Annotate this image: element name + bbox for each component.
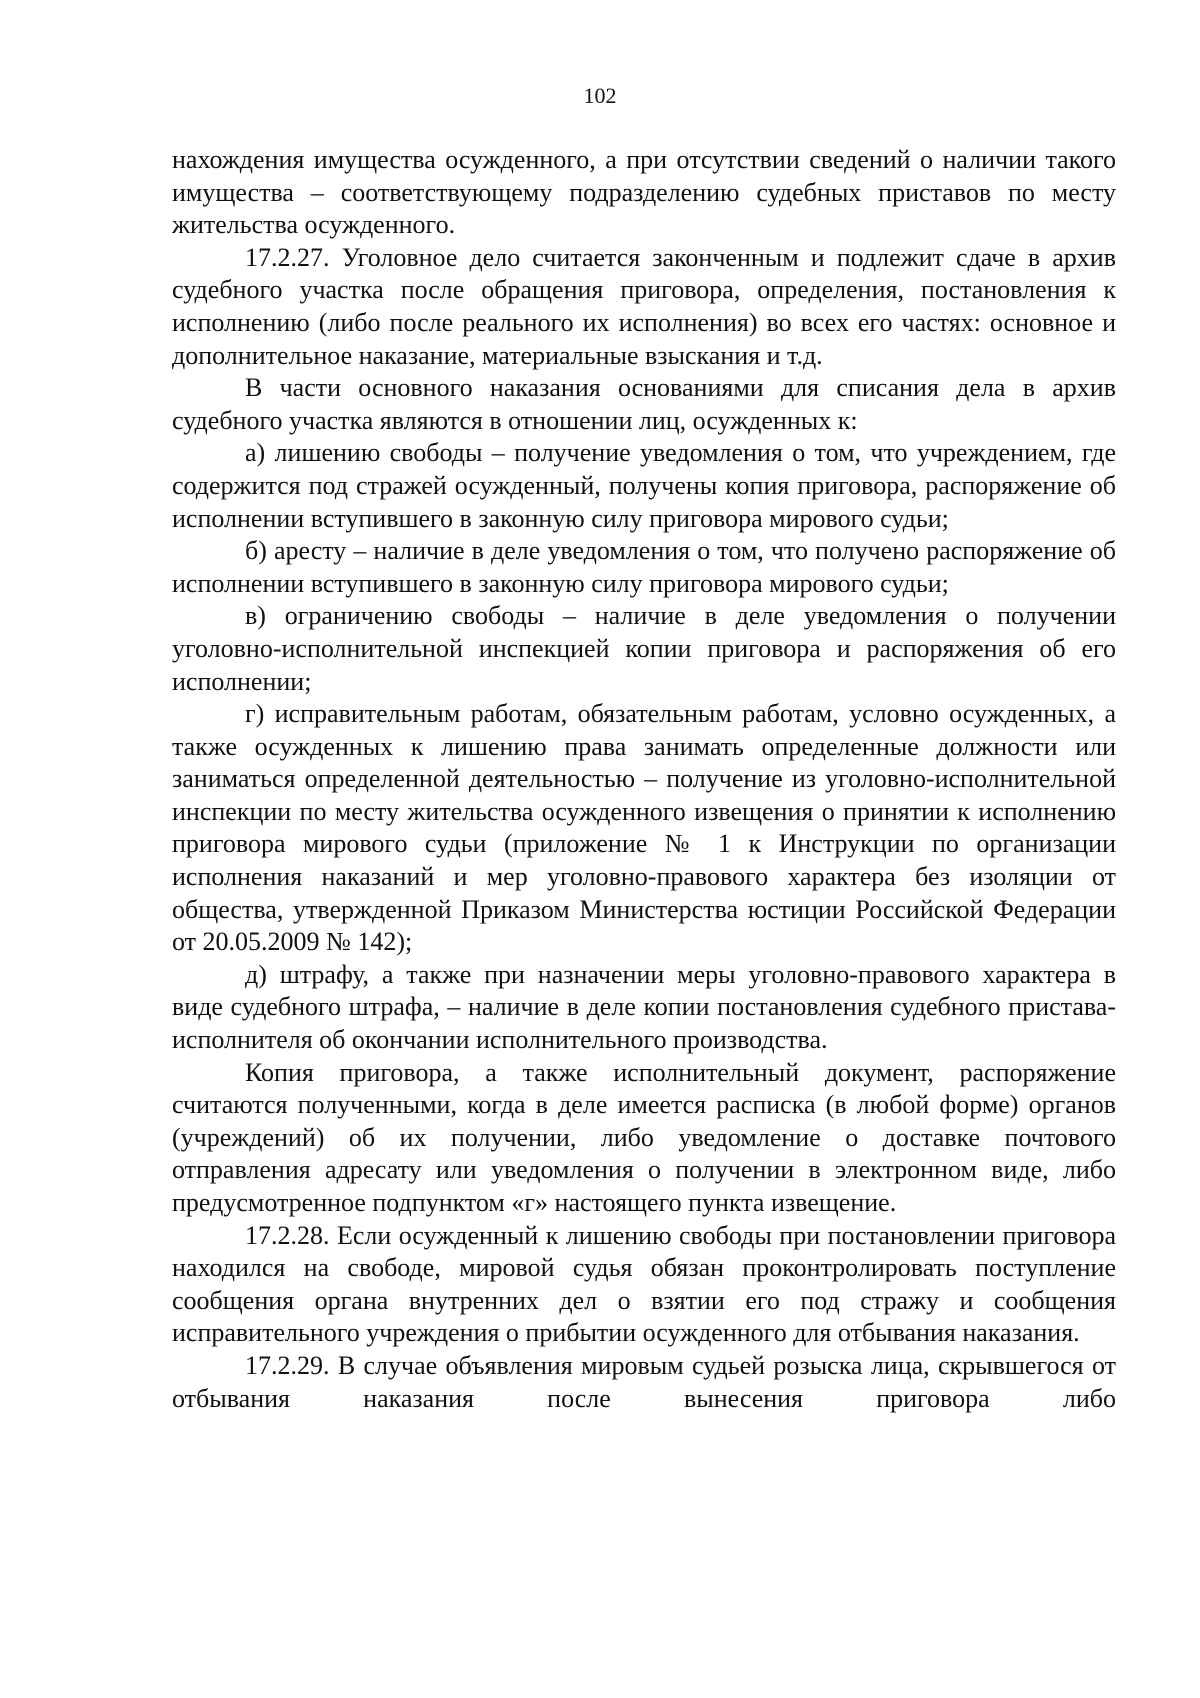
paragraph: г) исправительным работам, обязательным работам, условно осужденных, а также осужденных к лишению права занимать определенные должности или заниматься определенной деятельностью – получение из уголовно-исполнительной инспекции по месту жительства осужденного извещения о принятии к исполнению приговора мирового судьи (приложение № 1 к Инструкции по организации исполнения наказаний и мер уголовно-правового характера без изоляции от общества, утвержденной Приказом Министерства юстиции Российской Федерации от 20.05.2009 № 142); xyxy=(172,699,1116,957)
document-body xyxy=(172,144,1116,1415)
paragraph: 17.2.28. Если осужденный к лишению свободы при постановлении приговора находился на свободе, мировой судья обязан проконтролировать поступление сообщения органа внутренних дел о взятии его под стражу и сообщения исправительного учреждения о прибытии осужденного для отбывания наказания. xyxy=(172,1220,1116,1348)
paragraph: 17.2.27. Уголовное дело считается законченным и подлежит сдаче в архив судебного участка после обращения приговора, определения, постановления к исполнению (либо после реального их исполнения) во всех его частях: основное и дополнительное наказание, материальные взыскания и т.д. xyxy=(172,242,1116,370)
paragraph: нахождения имущества осужденного, а при отсутствии сведений о наличии такого имущества – соответствующему подразделению судебных приставов по месту жительства осужденного. xyxy=(172,145,1116,240)
page-number: 102 xyxy=(583,83,617,108)
paragraph: Копия приговора, а также исполнительный документ, распоряжение считаются полученными, когда в деле имеется расписка (в любой форме) органов (учреждений) об их получении, либо уведомление о доставке почтового отправления адресату или уведомления о получении в электронном виде, либо предусмотренное подпунктом «г» настоящего пункта извещение. xyxy=(172,1057,1116,1217)
paragraph: б) аресту – наличие в деле уведомления о том, что получено распоряжение об исполнении вступившего в законную силу приговора мирового судьи; xyxy=(172,536,1116,598)
paragraph: В части основного наказания основаниями для списания дела в архив судебного участка являются в отношении лиц, осужденных к: xyxy=(172,373,1116,435)
paragraph: в) ограничению свободы – наличие в деле уведомления о получении уголовно-исполнительной инспекцией копии приговора и распоряжения об его исполнении; xyxy=(172,601,1116,696)
paragraph-continued: 17.2.29. В случае объявления мировым судьей розыска лица, скрывшегося от отбывания наказания после вынесения приговора либо xyxy=(172,1350,1116,1413)
paragraph: а) лишению свободы – получение уведомления о том, что учреждением, где содержится под стражей осужденный, получены копия приговора, распоряжение об исполнении вступившего в законную силу приговора мирового судьи; xyxy=(172,438,1116,533)
paragraph: д) штрафу, а также при назначении меры уголовно-правового характера в виде судебного штрафа, – наличие в деле копии постановления судебного пристава-исполнителя об окончании исполнительного производства. xyxy=(172,959,1116,1055)
